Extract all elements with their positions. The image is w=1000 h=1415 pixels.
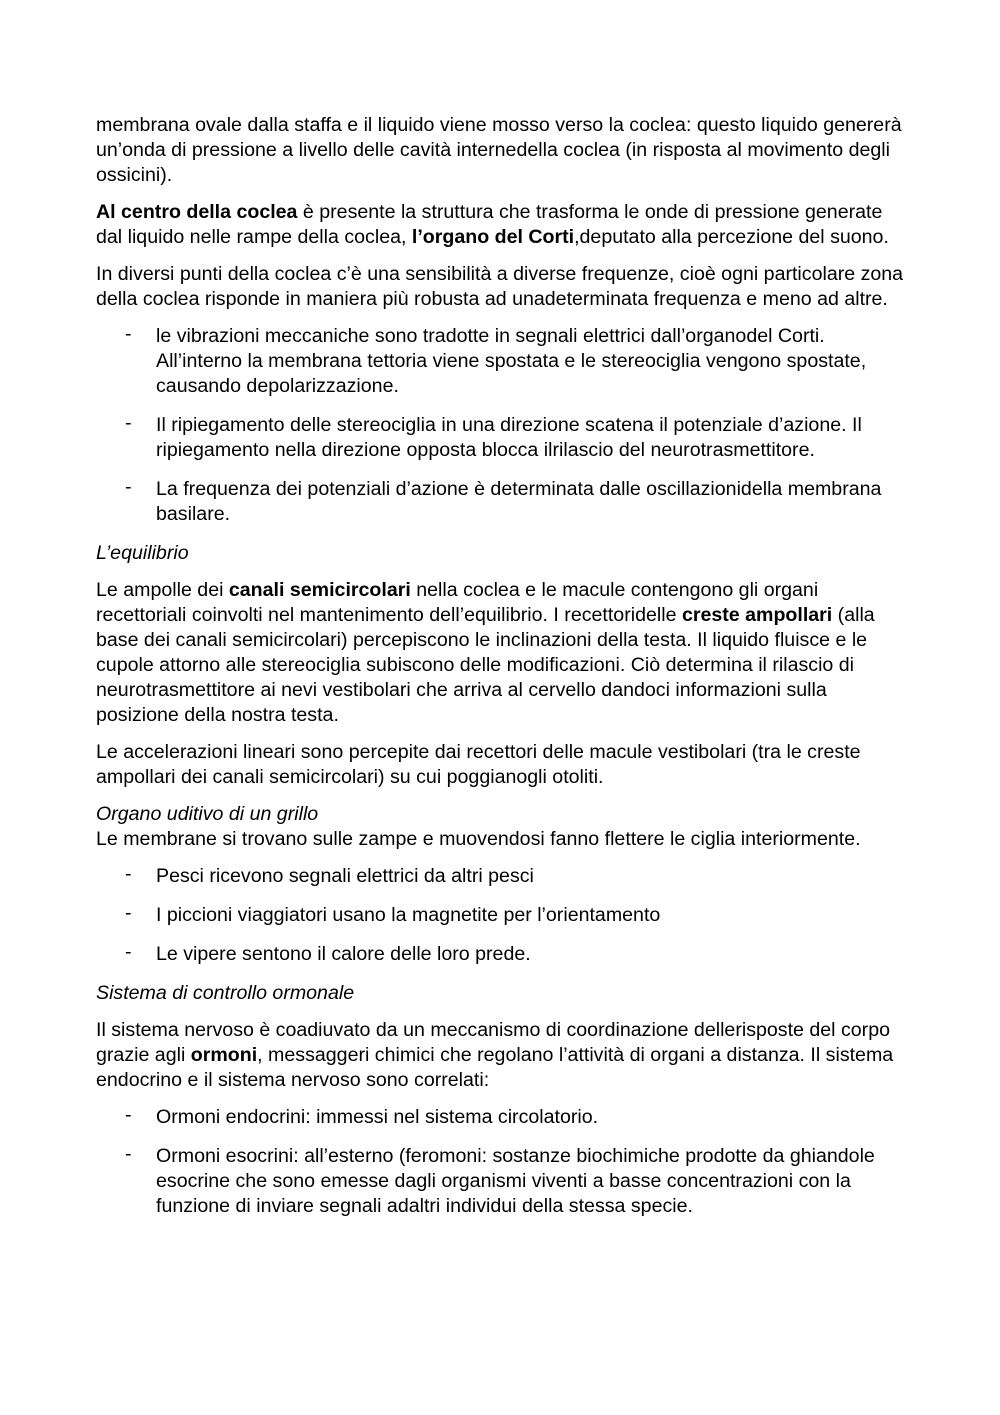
list-item: - Ormoni endocrini: immessi nel sistema circolatorio.	[125, 1104, 599, 1128]
paragraph-staffa: membrana ovale dalla staffa e il liquido viene mosso verso la coclea: questo liquido genererà un’onda di pressione a livello delle cavità internedella coclea (in risposta al movimento degli ossicini).	[96, 114, 902, 186]
bold-ormoni: ormoni	[190, 1044, 258, 1066]
list-sensi-animali	[96, 864, 908, 967]
dash-bullet: -	[125, 412, 132, 434]
paragraph-ormoni: Il sistema nervoso è coadiuvato da un meccanismo di coordinazione dellerisposte del corpo grazie agli ormoni, messaggeri chimici che regolano l’attività di organi a distanza. Il sistema endocrino e il sistema nervoso sono correlati:	[96, 1019, 894, 1091]
dash-bullet: -	[125, 863, 132, 885]
heading-ormonale: Sistema di controllo ormonale	[96, 982, 355, 1004]
list-item: - le vibrazioni meccaniche sono tradotte in segnali elettrici dall’organodel Corti. All’interno la membrana tettoria viene spostata e le stereociglia vengono spostate, causando depolarizzazione.	[125, 323, 867, 397]
paragraph-accelerazioni: Le accelerazioni lineari sono percepite dai recettori delle macule vestibolari (tra le creste ampollari dei canali semicircolari) su cui poggianogli otoliti.	[96, 741, 861, 788]
list-item: - Le vipere sentono il calore delle loro prede.	[125, 941, 531, 965]
list-trasduzione	[96, 324, 908, 527]
list-item: - La frequenza dei potenziali d’azione è determinata dalle oscillazionidella membrana basilare.	[125, 476, 882, 525]
list-item: - Pesci ricevono segnali elettrici da altri pesci	[125, 863, 534, 887]
dash-bullet: -	[125, 476, 132, 498]
bold-creste-ampollari: creste ampollari	[681, 604, 833, 626]
paragraph-frequenze: In diversi punti della coclea c’è una sensibilità a diverse frequenze, cioè ogni particolare zona della coclea risponde in maniera più robusta ad unadeterminata frequenza e meno ad altre.	[96, 263, 904, 310]
bold-canali-semicircolari: canali semicircolari	[228, 579, 411, 601]
paragraph-corti: Al centro della coclea è presente la struttura che trasforma le onde di pressione generate dal liquido nelle rampe della coclea, l’organo del Corti,deputato alla percezione del suono.	[96, 201, 889, 248]
dash-bullet: -	[125, 1104, 132, 1126]
list-item: - Ormoni esocrini: all’esterno (feromoni: sostanze biochimiche prodotte da ghiandole esocrine che sono emesse dagli organismi viventi a basse concentrazioni con la funzione di inviare segnali adaltri individui della stessa specie.	[125, 1143, 875, 1217]
dash-bullet: -	[125, 902, 132, 924]
paragraph-ampolle: Le ampolle dei canali semicircolari nella coclea e le macule contengono gli organi recettoriali coinvolti nel mantenimento dell’equilibrio. I recettoridelle creste ampollari (alla base dei canali semicircolari) percepiscono le inclinazioni della testa. Il liquido fluisce e le cupole attorno alle stereociglia subiscono delle modificazioni. Ciò determina il rilascio di neurotrasmettitore ai nevi vestibolari che arriva al cervello dandoci informazioni sulla posizione della nostra testa.	[96, 579, 875, 726]
paragraph-membrane: Le membrane si trovano sulle zampe e muovendosi fanno flettere le ciglia interiormente.	[96, 828, 861, 850]
dash-bullet: -	[125, 323, 132, 345]
heading-equilibrio: L’equilibrio	[96, 542, 189, 564]
list-item: - I piccioni viaggiatori usano la magnetite per l’orientamento	[125, 902, 661, 926]
list-item: - Il ripiegamento delle stereociglia in una direzione scatena il potenziale d’azione. Il ripiegamento nella direzione opposta blocca ilrilascio del neurotrasmettitore.	[125, 412, 862, 461]
dash-bullet: -	[125, 941, 132, 963]
dash-bullet: -	[125, 1143, 132, 1165]
document-page	[96, 113, 908, 1233]
heading-grillo: Organo uditivo di un grillo	[96, 803, 319, 825]
bold-centro-coclea: Al centro della coclea	[96, 201, 298, 223]
list-ormoni	[96, 1105, 908, 1219]
bold-organo-corti: l’organo del Corti	[411, 226, 575, 248]
